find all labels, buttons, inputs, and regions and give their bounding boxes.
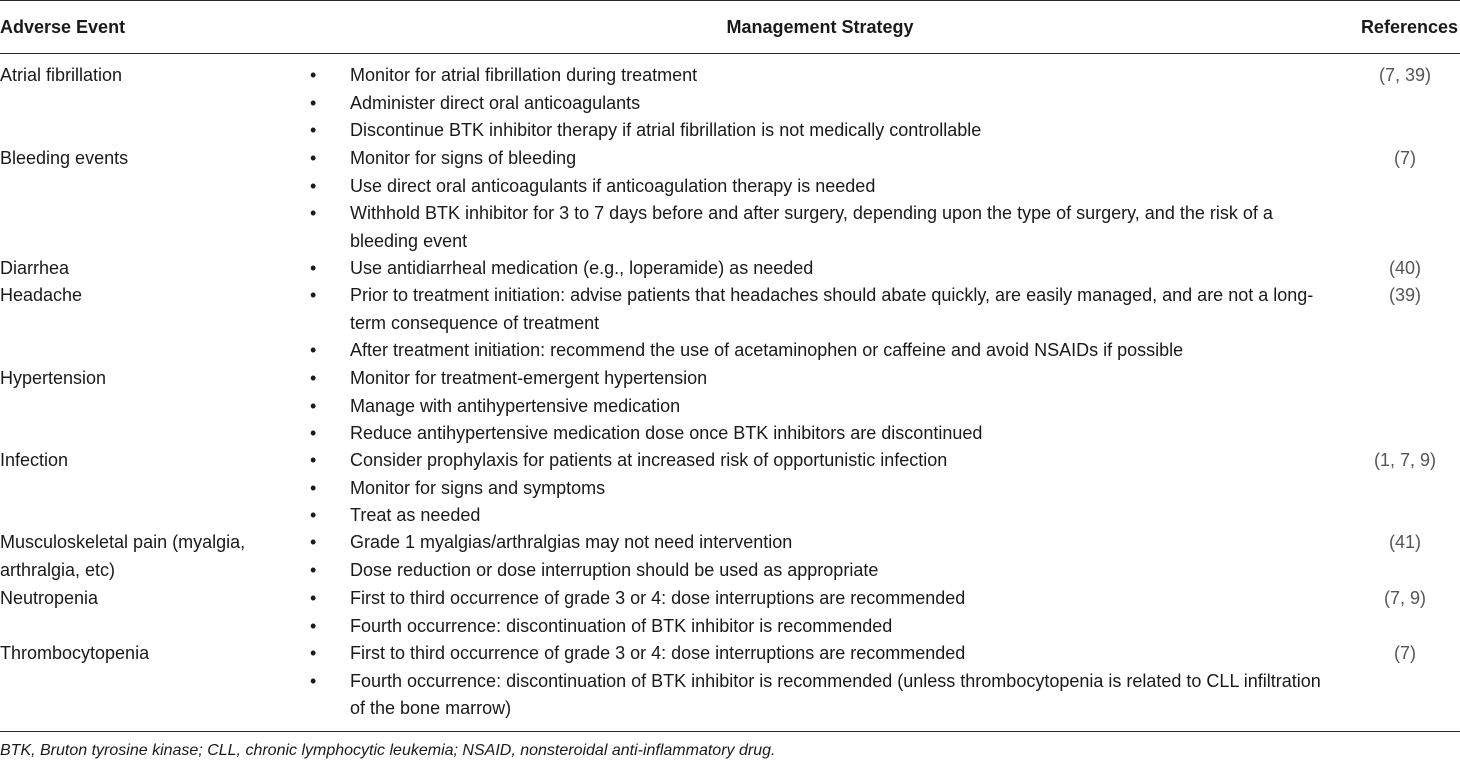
strategy-text: Use antidiarrheal medication (e.g., loperamide) as needed <box>350 258 814 278</box>
header-references: References <box>1360 17 1458 37</box>
strategy-text: Monitor for atrial fibrillation during treatment <box>350 65 698 85</box>
strategy-text: Grade 1 myalgias/arthralgias may not need intervention <box>350 532 793 552</box>
strategy-text: Reduce antihypertensive medication dose once BTK inhibitors are discontinued <box>350 423 983 443</box>
table-bottom-rule <box>0 731 1460 732</box>
strategy-list <box>310 145 1340 255</box>
strategy-item <box>310 420 1340 448</box>
strategy-text: Administer direct oral anticoagulants <box>350 92 641 113</box>
bullet-icon: • <box>310 588 317 608</box>
bullet-icon: • <box>310 643 317 663</box>
bullet-icon: • <box>310 423 317 443</box>
strategy-item <box>310 640 1340 668</box>
references-cell: (41) <box>1388 532 1421 552</box>
bullet-icon: • <box>310 92 317 113</box>
bullet-icon: • <box>310 258 317 278</box>
bullet-icon: • <box>310 505 317 525</box>
bullet-icon: • <box>310 148 317 168</box>
references-cell: (7, 9) <box>1383 588 1426 608</box>
strategy-text: After treatment initiation: recommend the use of acetaminophen or caffeine and avoid NSAIDs if possible <box>350 340 1184 360</box>
strategy-text: First to third occurrence of grade 3 or 4: dose interruptions are recommended <box>350 588 966 608</box>
strategy-text: Manage with antihypertensive medication <box>350 395 681 416</box>
strategy-item <box>310 337 1340 365</box>
bullet-icon: • <box>310 532 317 552</box>
strategy-list <box>310 640 1340 723</box>
adverse-event-cell: Thrombocytopenia <box>0 643 150 663</box>
strategy-item <box>310 502 1340 530</box>
adverse-event-cell: Headache <box>0 285 83 305</box>
bullet-icon: • <box>310 340 317 360</box>
strategy-text: Monitor for treatment-emergent hypertension <box>350 368 708 388</box>
strategy-item <box>310 62 1340 90</box>
strategy-item <box>310 365 1340 393</box>
strategy-text: Fourth occurrence: discontinuation of BTK inhibitor is recommended (unless thrombocytopenia is related to CLL infiltration of the bone marrow) <box>350 670 1321 718</box>
strategy-item <box>310 529 1340 557</box>
table-footnote: BTK, Bruton tyrosine kinase; CLL, chronic lymphocytic leukemia; NSAID, nonsteroidal anti-inflammatory drug. <box>0 742 776 759</box>
strategy-text: Monitor for signs and symptoms <box>350 477 606 498</box>
bullet-icon: • <box>310 450 317 470</box>
strategy-item <box>310 282 1340 337</box>
strategy-item <box>310 613 1340 641</box>
bullet-icon: • <box>310 368 317 388</box>
strategy-text: Consider prophylaxis for patients at increased risk of opportunistic infection <box>350 450 948 470</box>
strategy-item <box>310 393 1340 421</box>
strategy-item <box>310 557 1340 585</box>
strategy-list <box>310 62 1340 145</box>
header-adverse-event: Adverse Event <box>0 17 126 37</box>
strategy-item <box>310 145 1340 173</box>
bullet-icon: • <box>310 615 317 636</box>
strategy-list <box>310 529 1340 584</box>
strategy-text: Monitor for signs of bleeding <box>350 148 577 168</box>
strategy-item <box>310 200 1340 255</box>
adverse-event-cell: Infection <box>0 450 69 470</box>
adverse-event-cell: Bleeding events <box>0 148 129 168</box>
adverse-event-cell: Atrial fibrillation <box>0 65 123 85</box>
strategy-item <box>310 255 1340 283</box>
bullet-icon: • <box>310 203 317 223</box>
strategy-item <box>310 585 1340 613</box>
strategy-text: Discontinue BTK inhibitor therapy if atrial fibrillation is not medically controllable <box>350 120 982 140</box>
references-cell: (39) <box>1388 285 1421 305</box>
strategy-text: Use direct oral anticoagulants if anticoagulation therapy is needed <box>350 175 876 196</box>
bullet-icon: • <box>310 65 317 85</box>
strategy-item <box>310 447 1340 475</box>
header-rule <box>0 53 1460 54</box>
references-cell: (40) <box>1388 258 1421 278</box>
references-cell: (7) <box>1394 643 1416 663</box>
adverse-event-cell: Neutropenia <box>0 588 99 608</box>
strategy-item <box>310 117 1340 145</box>
strategy-list <box>310 447 1340 530</box>
bullet-icon: • <box>310 175 317 196</box>
adverse-event-cell: Diarrhea <box>0 258 70 278</box>
strategy-text: First to third occurrence of grade 3 or 4: dose interruptions are recommended <box>350 643 966 663</box>
strategy-item <box>310 173 1340 201</box>
bullet-icon: • <box>310 285 317 305</box>
strategy-list <box>310 282 1340 365</box>
header-management-strategy: Management Strategy <box>726 17 914 37</box>
strategy-item <box>310 668 1340 723</box>
strategy-item <box>310 475 1340 503</box>
bullet-icon: • <box>310 477 317 498</box>
bullet-icon: • <box>310 395 317 416</box>
bullet-icon: • <box>310 670 317 691</box>
adverse-event-cell: Hypertension <box>0 368 107 388</box>
strategy-text: Dose reduction or dose interruption should be used as appropriate <box>350 559 879 580</box>
references-cell: (7, 39) <box>1378 65 1432 85</box>
strategy-list <box>310 365 1340 448</box>
adverse-event-cell: Musculoskeletal pain (myalgia, arthralgia, etc) <box>0 532 246 580</box>
strategy-text: Withhold BTK inhibitor for 3 to 7 days before and after surgery, depending upon the type of surgery, and the risk of a bleeding event <box>350 203 1273 251</box>
references-cell: (7) <box>1394 148 1416 168</box>
table-top-rule <box>0 0 1460 1</box>
bullet-icon: • <box>310 120 317 140</box>
strategy-list <box>310 585 1340 640</box>
strategy-text: Treat as needed <box>350 505 481 525</box>
strategy-text: Prior to treatment initiation: advise patients that headaches should abate quickly, are easily managed, and are not a long-term consequence of treatment <box>350 285 1314 333</box>
strategy-text: Fourth occurrence: discontinuation of BTK inhibitor is recommended <box>350 615 893 636</box>
bullet-icon: • <box>310 559 317 580</box>
strategy-item <box>310 90 1340 118</box>
strategy-list <box>310 255 1340 283</box>
references-cell: (1, 7, 9) <box>1373 450 1437 470</box>
